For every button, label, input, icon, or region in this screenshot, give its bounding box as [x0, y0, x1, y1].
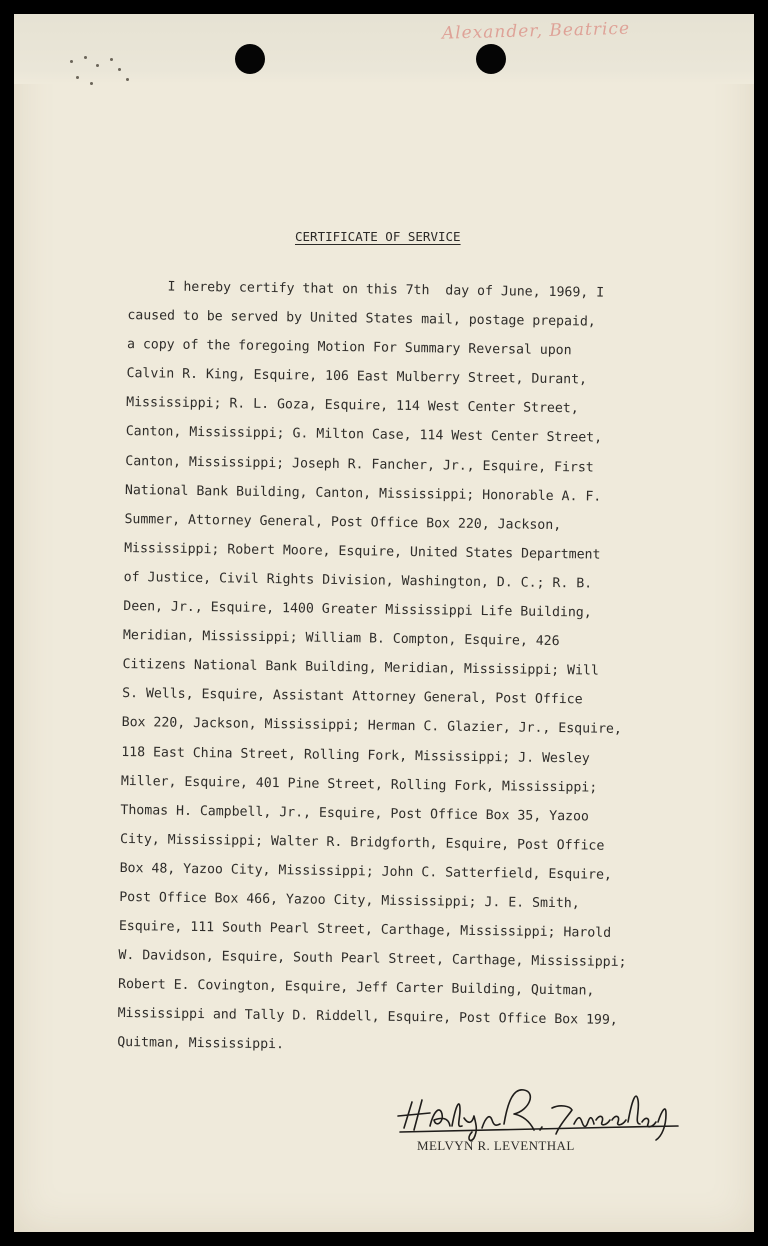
body-line: Canton, Mississippi; Joseph R. Fancher, Jr., Esquire, First	[125, 453, 594, 476]
punch-hole-left	[235, 44, 265, 74]
body-line: Meridian, Mississippi; William B. Compton, Esquire, 426	[122, 628, 560, 650]
body-line: Esquire, 111 South Pearl Street, Carthage, Mississippi; Harold	[118, 918, 612, 941]
body-line: Canton, Mississippi; G. Milton Case, 114 West Center Street,	[125, 424, 603, 447]
signature-block	[390, 1080, 680, 1160]
body-line: caused to be served by United States mail, postage prepaid,	[127, 308, 596, 330]
certificate-body	[117, 272, 718, 1066]
body-line: Calvin R. King, Esquire, 106 East Mulberry Street, Durant,	[126, 366, 588, 388]
document-title: CERTIFICATE OF SERVICE	[295, 229, 461, 244]
body-line: Deen, Jr., Esquire, 1400 Greater Mississippi Life Building,	[123, 598, 592, 621]
body-line: Post Office Box 466, Yazoo City, Mississippi; J. E. Smith,	[119, 889, 580, 912]
body-line: Quitman, Mississippi.	[117, 1035, 285, 1053]
body-line: Robert E. Covington, Esquire, Jeff Carter Building, Quitman,	[117, 977, 595, 999]
paper-specks	[66, 54, 136, 94]
body-line: Box 220, Jackson, Mississippi; Herman C. Glazier, Jr., Esquire,	[121, 715, 622, 738]
document-page	[14, 14, 754, 1232]
body-line: Miller, Esquire, 401 Pine Street, Rolling Fork, Mississippi;	[120, 773, 598, 796]
body-line: Mississippi and Tally D. Riddell, Esquire, Post Office Box 199,	[117, 1006, 618, 1029]
handwritten-annotation: Alexander, Beatrice	[441, 18, 631, 44]
body-line: Box 48, Yazoo City, Mississippi; John C. Satterfield, Esquire,	[119, 860, 612, 883]
body-line: S. Wells, Esquire, Assistant Attorney General, Post Office	[122, 686, 583, 708]
body-line: W. Davidson, Esquire, South Pearl Street, Carthage, Mississippi;	[118, 948, 627, 971]
body-line: Mississippi; Robert Moore, Esquire, United States Department	[124, 540, 601, 563]
body-line: a copy of the foregoing Motion For Summary Reversal upon	[126, 337, 572, 359]
body-line: City, Mississippi; Walter R. Bridgforth, Esquire, Post Office	[119, 831, 605, 854]
body-line: Thomas H. Campbell, Jr., Esquire, Post Office Box 35, Yazoo	[120, 802, 589, 825]
body-line: I hereby certify that on this 7th day of June, 1969, I	[127, 278, 605, 301]
body-line: National Bank Building, Canton, Mississippi; Honorable A. F.	[124, 482, 602, 505]
body-line: Citizens National Bank Building, Meridian, Mississippi; Will	[122, 657, 599, 679]
body-line: of Justice, Civil Rights Division, Washington, D. C.; R. B.	[123, 569, 593, 592]
body-line: Summer, Attorney General, Post Office Box 220, Jackson,	[124, 511, 562, 533]
body-line: Mississippi; R. L. Goza, Esquire, 114 West Center Street,	[126, 395, 579, 417]
signer-name: MELVYN R. LEVENTHAL	[417, 1138, 575, 1153]
body-line: 118 East China Street, Rolling Fork, Mississippi; J. Wesley	[121, 744, 590, 766]
